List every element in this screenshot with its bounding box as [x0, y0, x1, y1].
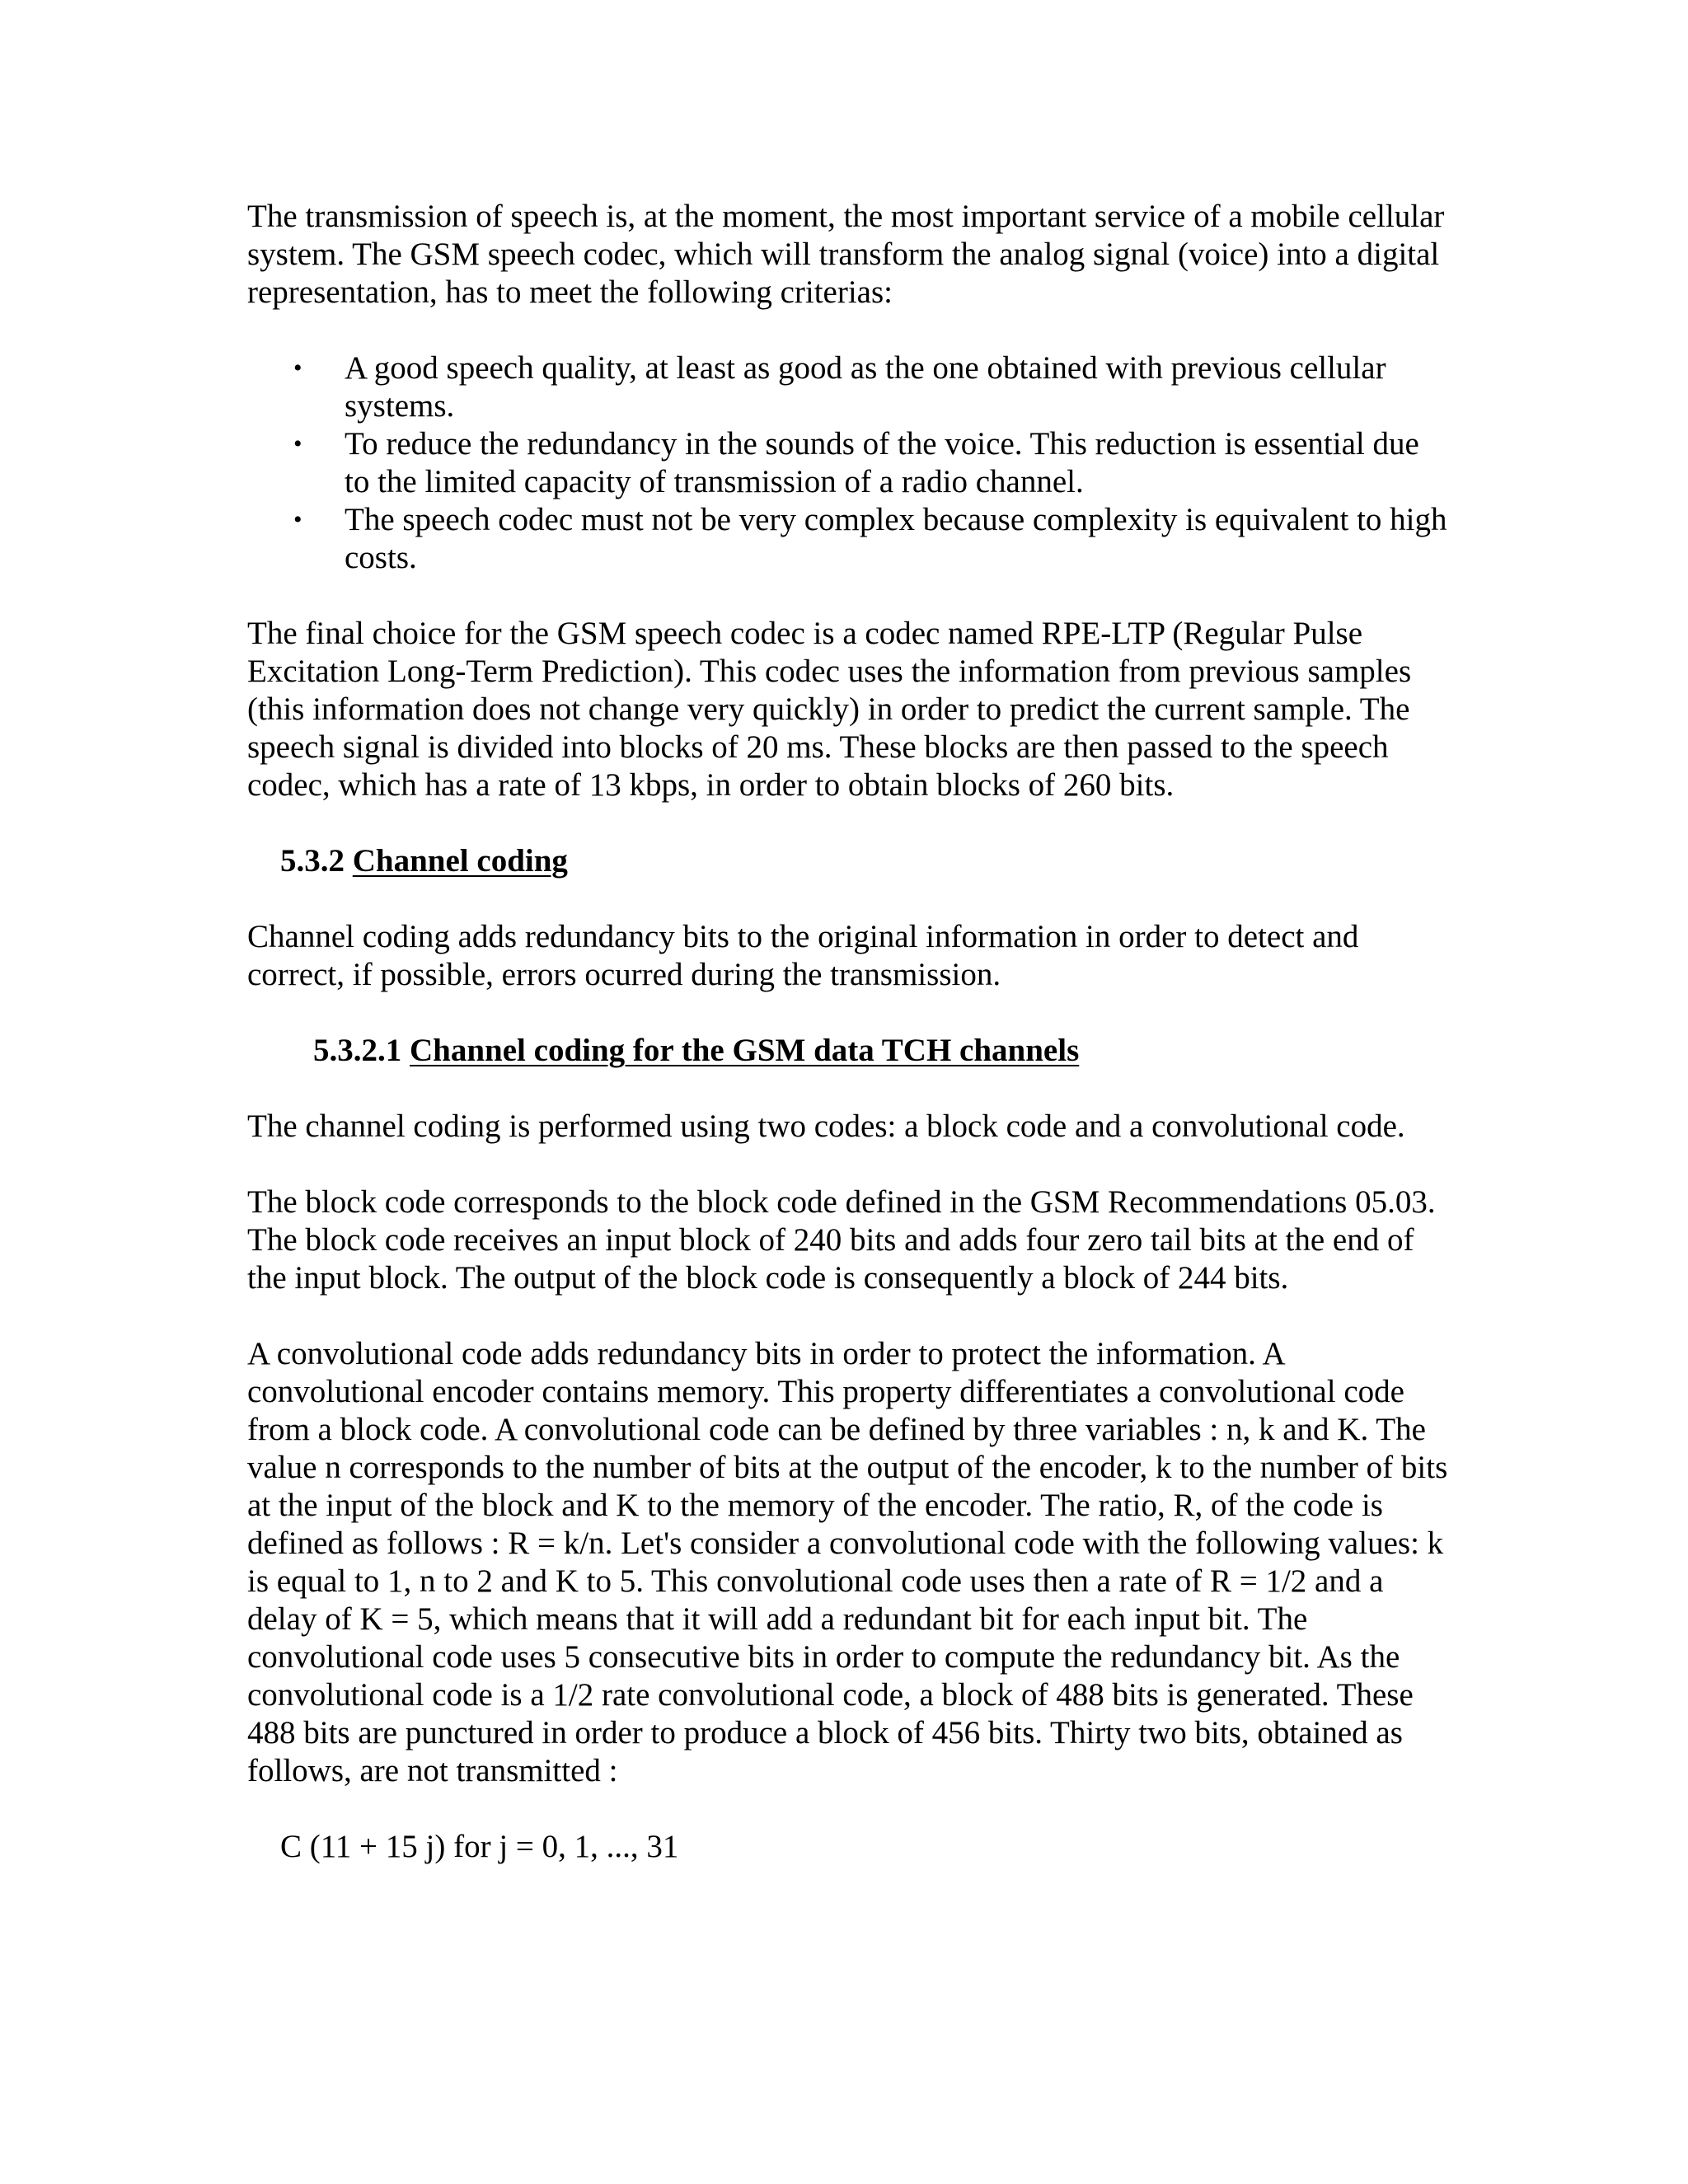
bullet-icon: •	[293, 430, 302, 457]
channel-coding-paragraph: Channel coding adds redundancy bits to the original information in order to detect and correct, if possible, errors ocurred during the transmission.	[247, 919, 1359, 992]
page-content	[247, 198, 1451, 1866]
subsection-heading-tch-channels	[313, 1032, 1451, 1070]
criteria-list-item	[293, 349, 1451, 425]
criteria-list	[247, 349, 1451, 577]
section-heading-channel-coding	[280, 842, 1451, 880]
section-title: Channel coding	[352, 843, 568, 879]
subsection-title: Channel coding for the GSM data TCH channels	[410, 1033, 1080, 1068]
puncture-formula: C (11 + 15 j) for j = 0, 1, ..., 31	[280, 1829, 679, 1864]
bullet-icon: •	[293, 354, 302, 382]
intro-paragraph: The transmission of speech is, at the moment, the most important service of a mobile cellular system. The GSM speech codec, which will transform the analog signal (voice) into a digital representation, has to meet the following criterias:	[247, 199, 1445, 310]
criteria-list-item	[293, 501, 1451, 577]
convolutional-code-paragraph: A convolutional code adds redundancy bits in order to protect the information. A convolutional encoder contains memory. This property differentiates a convolutional code from a block code. A convolutional code can be defined by three variables : n, k and K. The value n corresponds to the number of bits at the output of the encoder, k to the number of bits at the input of the block and K to the memory of the encoder. The ratio, R, of the code is defined as follows : R = k/n. Let's consider a convolutional code with the following values: k is equal to 1, n to 2 and K to 5. This convolutional code uses then a rate of R = 1/2 and a delay of K = 5, which means that it will add a redundant bit for each input bit. The convolutional code uses 5 consecutive bits in order to compute the redundancy bit. As the convolutional code is a 1/2 rate convolutional code, a block of 488 bits is generated. These 488 bits are punctured in order to produce a block of 456 bits. Thirty two bits, obtained as follows, are not transmitted :	[247, 1336, 1448, 1788]
criteria-list-item	[293, 425, 1451, 501]
section-number: 5.3.2	[280, 843, 345, 879]
block-code-paragraph: The block code corresponds to the block code defined in the GSM Recommendations 05.03. The block code receives an input block of 240 bits and adds four zero tail bits at the end of the input block. The output of the block code is consequently a block of 244 bits.	[247, 1184, 1436, 1296]
criteria-text: A good speech quality, at least as good as the one obtained with previous cellular systems.	[345, 350, 1386, 424]
criteria-text: The speech codec must not be very complex because complexity is equivalent to high costs.	[345, 502, 1447, 575]
two-codes-paragraph: The channel coding is performed using two codes: a block code and a convolutional code.	[247, 1108, 1405, 1144]
bullet-icon: •	[293, 506, 302, 533]
criteria-text: To reduce the redundancy in the sounds of the voice. This reduction is essential due to the limited capacity of transmission of a radio channel.	[345, 426, 1419, 499]
rpe-ltp-paragraph: The final choice for the GSM speech codec is a codec named RPE-LTP (Regular Pulse Excitation Long-Term Prediction). This codec uses the information from previous samples (this information does not change very quickly) in order to predict the current sample. The speech signal is divided into blocks of 20 ms. These blocks are then passed to the speech codec, which has a rate of 13 kbps, in order to obtain blocks of 260 bits.	[247, 616, 1412, 803]
subsection-number: 5.3.2.1	[313, 1033, 402, 1068]
